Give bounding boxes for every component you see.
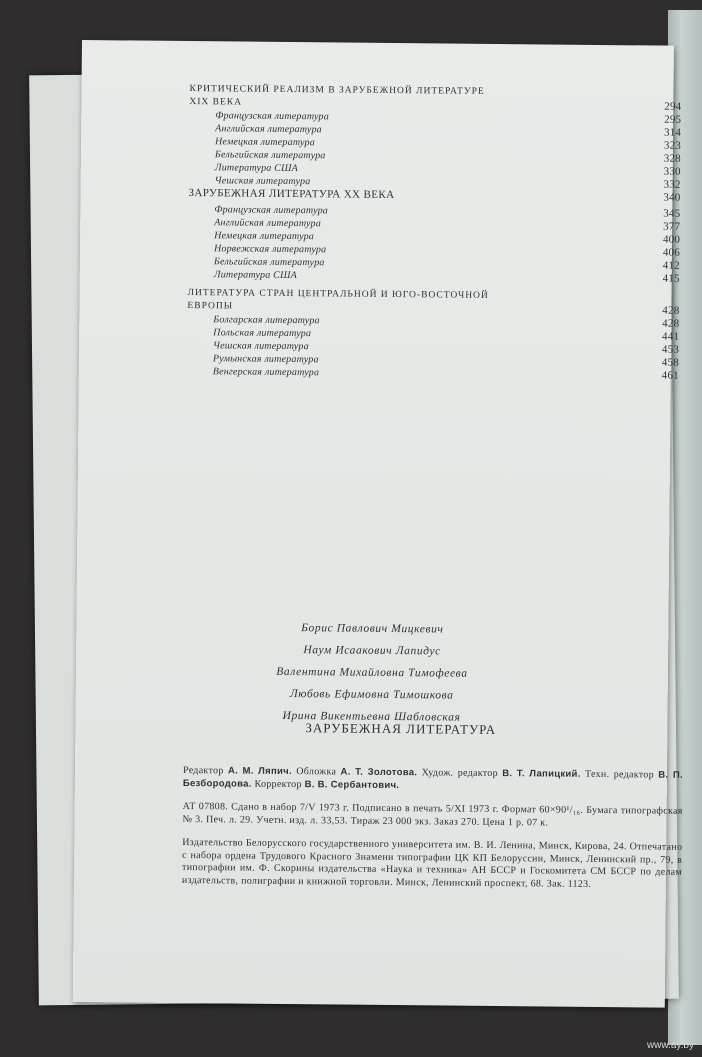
book-title: ЗАРУБЕЖНАЯ ЛИТЕРАТУРА [305,720,497,738]
toc-entry-page: 400 [662,233,681,246]
toc-entry-page: 441 [662,330,680,343]
toc-entry-title: Французская литература [215,110,329,123]
publisher-paragraph: Издательство Белорусского государственного университета им. В. И. Ленина, Минск, Кирова, 24. Отпечатано с набора ордена Трудового Красного Знамени типографии ЦК КП Белоруссии, Минск, Ленинский пр., 79, в типографии им. Ф. Скорины издательства «Наука и техника» АН БССР и Госкомитета СМ БССР по делам издательств, полиграфии и книжной торговли. Минск, Ленинский проспект, 68. Зак. 1123. [181,837,683,890]
toc-entry-title: КРИТИЧЕСКИЙ РЕАЛИЗМ В ЗАРУБЕЖНОЙ ЛИТЕРАТУРЕ [189,84,485,97]
toc-entry-title: ЛИТЕРАТУРА СТРАН ЦЕНТРАЛЬНОЙ И ЮГО-ВОСТОЧНОЙ [187,288,489,301]
toc-entry-title: Немецкая литература [214,136,315,149]
toc-entry-title: Бельгийская литература [213,256,325,269]
art-editor-name: В. Т. Лапицкий. [502,768,581,780]
toc-entry-title: Английская литература [214,217,322,230]
toc-entry-title: Литература США [214,162,299,175]
toc-entry-page: 458 [661,356,679,369]
cover-artist-name: А. Т. Золотова. [340,766,418,779]
toc-entry-page: 412 [662,259,680,272]
toc-entry-title: Венгерская литература [212,366,320,379]
toc-entry-title: Польская литература [213,327,312,340]
print-details-paragraph: АТ 07808. Сдано в набор 7/V 1973 г. Подписано в печать 5/XI 1973 г. Формат 60×90¹/₁₆. Бумага типографская № 3. Печ. л. 29. Учетн. изд. л. 33,53. Тираж 23 000 экз. Заказ 270. Цена 1 р. 07 к. [182,801,683,829]
corrector-name: В. В. Сербантович. [304,778,400,791]
toc-entry-title: Бельгийская литература [214,149,326,162]
credits-paragraph [183,765,683,795]
toc-entry-page: 323 [663,139,682,152]
toc-entry-title: Румынская литература [212,353,319,366]
toc-entry-page: 461 [661,369,679,382]
author-list [75,615,668,731]
toc-entry-page: 330 [663,165,681,178]
imprint-block [182,765,683,903]
credit-label: Техн. редактор [584,768,654,781]
author-name: Наум Исаакович Лапидус [303,644,441,658]
toc-entry-page: 377 [663,220,681,233]
toc-entry-page: 340 [663,191,681,204]
toc-entry-title: Норвежская литература [213,243,327,256]
toc-entry-title: Французская литература [214,204,329,217]
toc-entry-page: 415 [662,272,680,285]
toc-entry-page: 294 [664,100,682,113]
credit-label: Худож. редактор [421,767,498,780]
toc-entry-page: 345 [663,207,681,220]
toc-entry-title: ЗАРУБЕЖНАЯ ЛИТЕРАТУРА XX ВЕКА [188,187,395,202]
toc-entry-page: 332 [663,178,681,191]
toc-entry-page: 453 [661,343,680,356]
toc-entry-title: Литература США [213,269,298,282]
toc-entry-title: Немецкая литература [214,230,315,243]
toc-entry-page: 428 [662,317,680,330]
editor-name: А. М. Ляпич. [227,765,292,778]
toc-entry-title: Английская литература [215,123,322,136]
toc-entry-title: Чешская литература [213,340,309,353]
toc-entry-title: Болгарская литература [213,314,320,327]
toc-entry-title: ЕВРОПЫ [187,301,234,312]
toc-entry-page: 406 [662,246,681,259]
credit-label: Корректор [254,778,302,790]
table-of-contents [187,83,682,383]
toc-entry-page: 428 [662,304,680,317]
toc-entry-page: 314 [663,126,682,139]
author-name: Валентина Михайловна Тимофеева [276,665,468,680]
book-page [73,40,683,1008]
author-name: Борис Павлович Мицкевич [301,622,444,636]
toc-entry-page: 328 [663,152,681,165]
author-name: Любовь Ефимовна Тимошкова [289,688,454,702]
toc-entry-title: Чешская литература [214,175,311,188]
toc-entry-title: XIX ВЕКА [189,97,243,108]
author-name: Ирина Викентьевна Шабловская [282,709,461,724]
toc-entry-page: 295 [664,113,682,126]
tech-editor-name: В. П. Безбородова. [182,769,683,790]
credit-label: Обложка [296,766,337,778]
watermark: www.ay.by [646,1040,694,1051]
credit-label: Редактор [182,765,224,777]
